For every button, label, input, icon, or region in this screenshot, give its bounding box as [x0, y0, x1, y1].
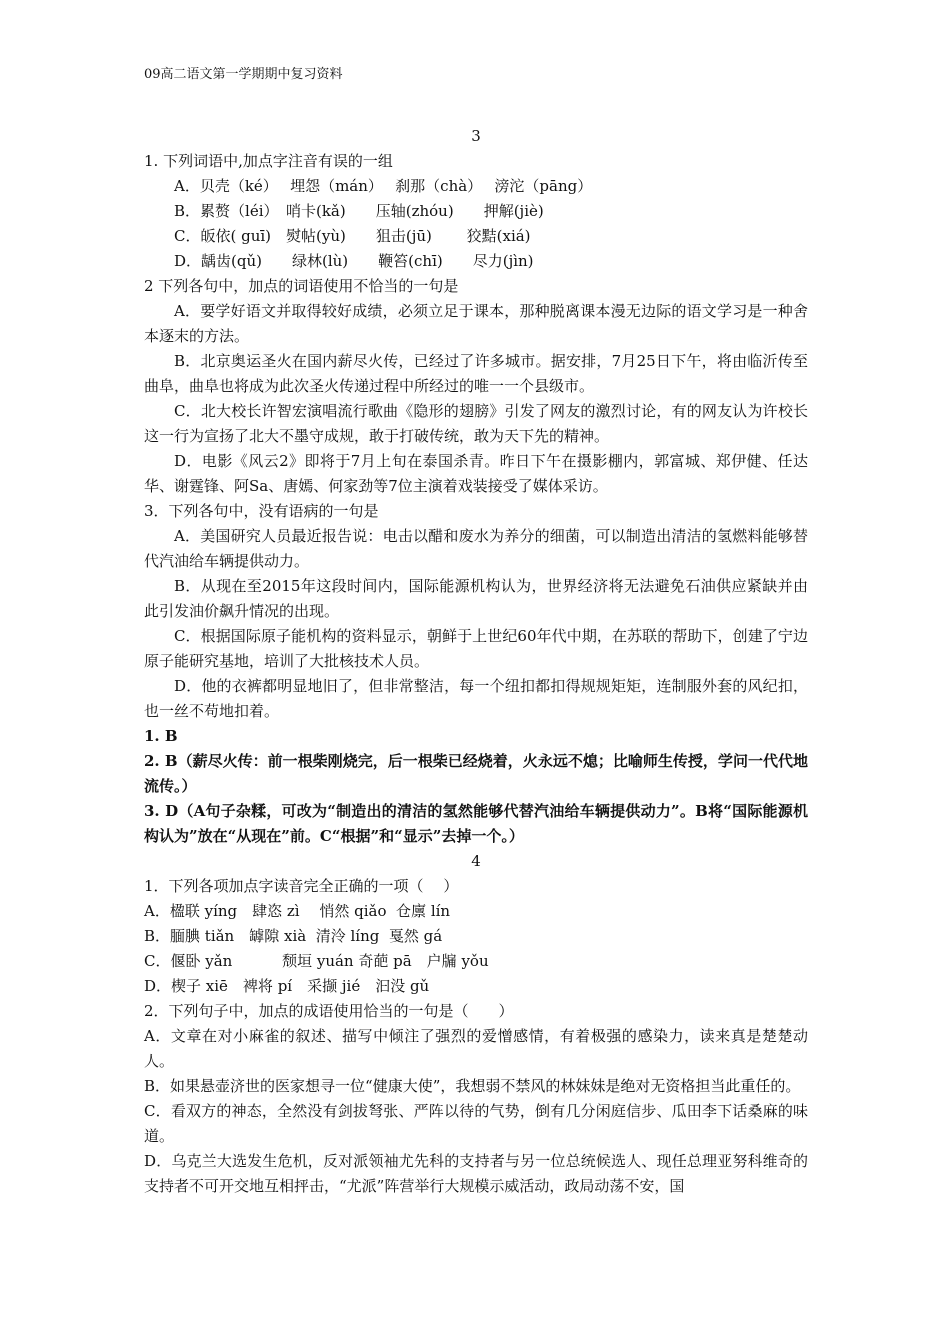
option-d: D．乌克兰大选发生危机，反对派领袖尤先科的支持者与另一位总统候选人、现任总理亚努科维奇的支持者不可开交地互相抨击，“尤派”阵营举行大规模示威活动，政局动荡不安，国 — [144, 1152, 808, 1195]
section-number: 4 — [471, 852, 481, 870]
question-1: 1．下列各项加点字读音完全正确的一项（ ） — [144, 877, 459, 895]
option-b: B．从现在至2015年这段时间内，国际能源机构认为，世界经济将无法避免石油供应紧缺并由此引发油价飙升情况的出现。 — [144, 577, 808, 620]
question-3: 3．下列各句中，没有语病的一句是 — [144, 502, 379, 520]
question-2: 2 下列各句中，加点的词语使用不恰当的一句是 — [144, 277, 459, 295]
option-c: C．皈依( guī) 熨帖(yù) 狙击(jū) 狡黠(xiá) — [174, 227, 531, 245]
option-d: D．他的衣裤都明显地旧了，但非常整洁，每一个纽扣都扣得规规矩矩，连制服外套的风纪扣，也一丝不苟地扣着。 — [144, 677, 808, 720]
option-c: C．北大校长许智宏演唱流行歌曲《隐形的翅膀》引发了网友的激烈讨论，有的网友认为许校长这一行为宣扬了北大不墨守成规，敢于打破传统，敢为天下先的精神。 — [144, 402, 808, 445]
option-a: A．文章在对小麻雀的叙述、描写中倾注了强烈的爱憎感情，有着极强的感染力，读来真是楚楚动人。 — [144, 1027, 808, 1070]
option-b: B．如果悬壶济世的医家想寻一位“健康大使”，我想弱不禁风的林妹妹是绝对无资格担当此重任的。 — [144, 1077, 801, 1095]
option-a: A．贝壳（ké） 埋怨（mán） 刹那（chà） 滂沱（pāng） — [174, 177, 593, 195]
option-d: D．楔子 xiē 裨将 pí 采撷 jié 汩没 gǔ — [144, 977, 430, 995]
answer-1: 1. B — [144, 727, 178, 745]
option-a: A．要学好语文并取得较好成绩，必须立足于课本，那种脱离课本漫无边际的语文学习是一种舍本逐末的方法。 — [144, 302, 808, 345]
answer-2: 2. B（薪尽火传：前一根柴刚烧完，后一根柴已经烧着，火永远不熄；比喻师生传授，学问一代代地流传。） — [144, 752, 808, 795]
option-d: D．龋齿(qǔ) 绿林(lù) 鞭笞(chī) 尽力(jìn) — [174, 252, 534, 270]
option-b: B．北京奥运圣火在国内薪尽火传，已经过了许多城市。据安排，7月25日下午，将由临沂传至曲阜，曲阜也将成为此次圣火传递过程中所经过的唯一一个县级市。 — [144, 352, 808, 395]
option-b: B．累赘（léi） 哨卡(kǎ) 压轴(zhóu) 押解(jiè) — [174, 202, 544, 220]
section-number: 3 — [471, 127, 481, 145]
option-d: D．电影《风云2》即将于7月上旬在泰国杀青。昨日下午在摄影棚内，郭富城、郑伊健、任达华、谢霆锋、阿Sa、唐嫣、何家劲等7位主演着戏装接受了媒体采访。 — [144, 452, 808, 495]
question-1: 1. 下列词语中,加点字注音有误的一组 — [144, 152, 393, 170]
question-2: 2．下列句子中，加点的成语使用恰当的一句是（ ） — [144, 1002, 514, 1020]
option-c: C．看双方的神态，全然没有剑拔弩张、严阵以待的气势，倒有几分闲庭信步、瓜田李下话桑麻的味道。 — [144, 1102, 808, 1145]
option-c: C．根据国际原子能机构的资料显示，朝鲜于上世纪60年代中期，在苏联的帮助下，创建了宁边原子能研究基地，培训了大批核技术人员。 — [144, 627, 808, 670]
option-a: A．楹联 yíng 肆恣 zì 悄然 qiǎo 仓廪 lín — [144, 902, 451, 920]
option-a: A．美国研究人员最近报告说：电击以醋和废水为养分的细菌，可以制造出清洁的氢燃料能够替代汽油给车辆提供动力。 — [144, 527, 808, 570]
document-content — [144, 124, 808, 1199]
option-c: C．偃卧 yǎn 颓垣 yuán 奇葩 pā 户牖 yǒu — [144, 952, 489, 970]
page-header: 09高二语文第一学期期中复习资料 — [144, 67, 343, 82]
answer-3: 3. D（A句子杂糅，可改为“制造出的清洁的氢然能够代替汽油给车辆提供动力”。B将“国际能源机构认为”放在“从现在”前。C“根据”和“显示”去掉一个。） — [144, 802, 808, 845]
option-b: B．腼腆 tiǎn 罅隙 xià 清泠 líng 戛然 gá — [144, 927, 443, 945]
